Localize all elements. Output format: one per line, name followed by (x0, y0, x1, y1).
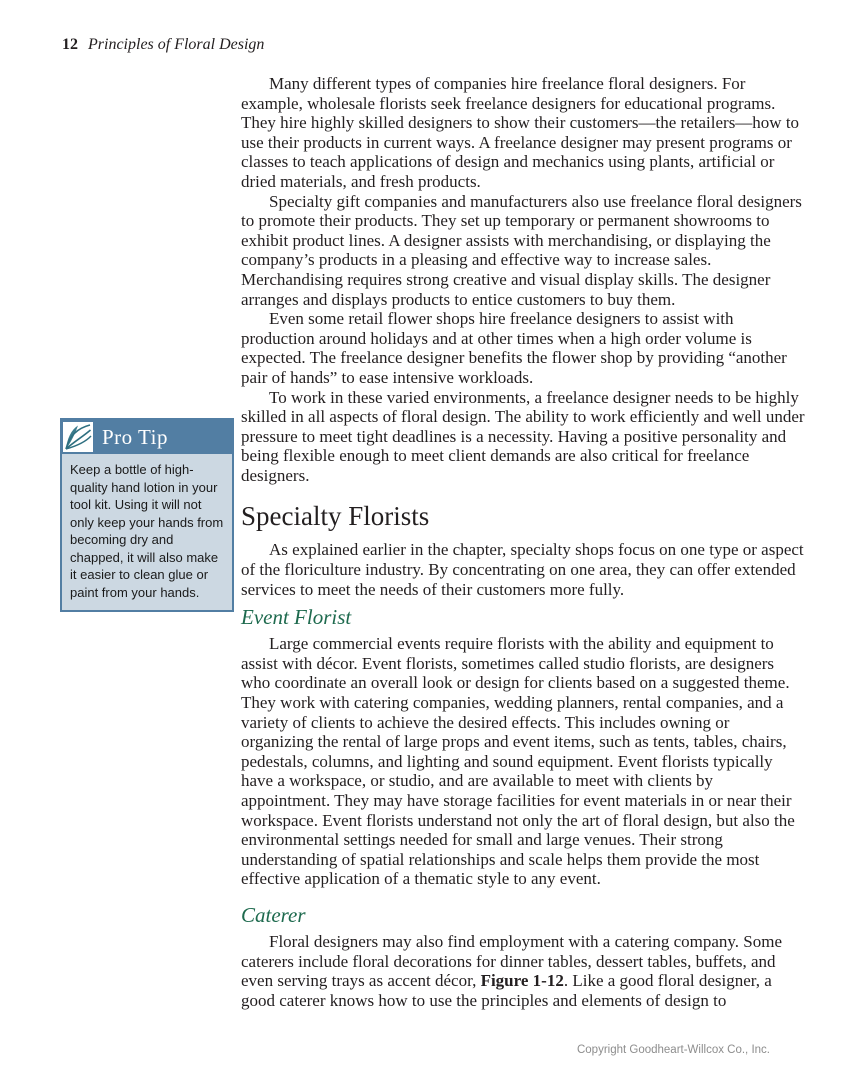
caterer-text-after: . Like a good floral designer, a good caterer knows how to use the principles and elements of design to (241, 971, 772, 1010)
leaf-icon (63, 422, 93, 452)
page-footer (577, 1044, 770, 1056)
figure-reference: Figure 1-12 (480, 971, 564, 991)
pro-tip-title: Pro Tip (102, 424, 168, 449)
paragraph-retail-shops: Even some retail flower shops hire freelance designers to assist with production around holidays and at other times when a high order volume is expected. The freelance designer benefits the flower shop by providing “another pair of hands” to ease intensive workloads. (241, 309, 787, 387)
copyright-text: Copyright Goodheart-Willcox Co., Inc. (576, 1044, 770, 1056)
heading-specialty-florists: Specialty Florists (241, 501, 430, 532)
page-number: 12 (62, 36, 78, 53)
main-content (241, 74, 806, 1010)
caterer-text-before: Floral designers may also find employment with a catering company. Some caterers include floral decorations for dinner tables, dessert tables, buffets, and even serving trays as accent décor, (241, 931, 783, 991)
paragraph-freelance-companies: Many different types of companies hire freelance floral designers. For example, wholesale florists seek freelance designers for educational programs. They hire highly skilled designers to show their customers—the retailers—how to use their products in current ways. A freelance designer may present programs or classes to teach applications of design and mechanics using plants, artificial or dried materials, and fresh products. (241, 74, 800, 191)
subheading-caterer: Caterer (241, 902, 306, 927)
paragraph-varied-environments: To work in these varied environments, a freelance designer needs to be highly skilled in all aspects of floral design. The ability to work efficiently and well under pressure to meet tight deadlines is a necessity. Having a positive personality and being flexible enough to meet client demands are also critical for freelance designers. (241, 387, 805, 485)
paragraph-specialty-shops: As explained earlier in the chapter, specialty shops focus on one type or aspect of the floriculture industry. By concentrating on one area, they can offer extended services to meet the needs of their customers more fully. (241, 540, 804, 599)
paragraph-specialty-gift: Specialty gift companies and manufacturers also use freelance floral designers to promote their products. They set up temporary or permanent showrooms to exhibit product lines. A designer assists with merchandising, or displaying the company’s products in a pleasing and effective way to increase sales. Merchandising requires strong creative and visual display skills. The designer arranges and displays products to entice customers to buy them. (241, 191, 802, 309)
pro-tip-header (62, 420, 232, 454)
pro-tip-body-text: Keep a bottle of high-quality hand lotion in your tool kit. Using it will not only keep your hands from becoming dry and chapped, it will also make it easier to clean glue or paint from your hands. (70, 462, 224, 600)
subheading-event-florist: Event Florist (241, 605, 352, 630)
paragraph-caterer (241, 932, 806, 1010)
page-header (62, 36, 264, 54)
running-title: Principles of Floral Design (88, 36, 265, 53)
pro-tip-box (60, 418, 234, 612)
paragraph-event-florist: Large commercial events require florists with the ability and equipment to assist with décor. Event florists, sometimes called studio florists, are designers who coordinate an overall look or design for clients based on a suggested theme. They work with catering companies, wedding planners, rental companies, and a variety of clients to achieve the desired effects. This includes owning or organizing the rental of large props and event items, such as tents, tables, chairs, pedestals, columns, and lighting and sound equipment. Event florists typically have a workspace, or studio, and are available to meet with clients by appointment. They may have storage facilities for event materials in or near their workspace. Event florists understand not only the art of floral design, but also the environmental settings needed for small and large venues. Their strong understanding of spatial relationships and scale helps them provide the most effective application of a thematic style to any event. (241, 634, 795, 889)
